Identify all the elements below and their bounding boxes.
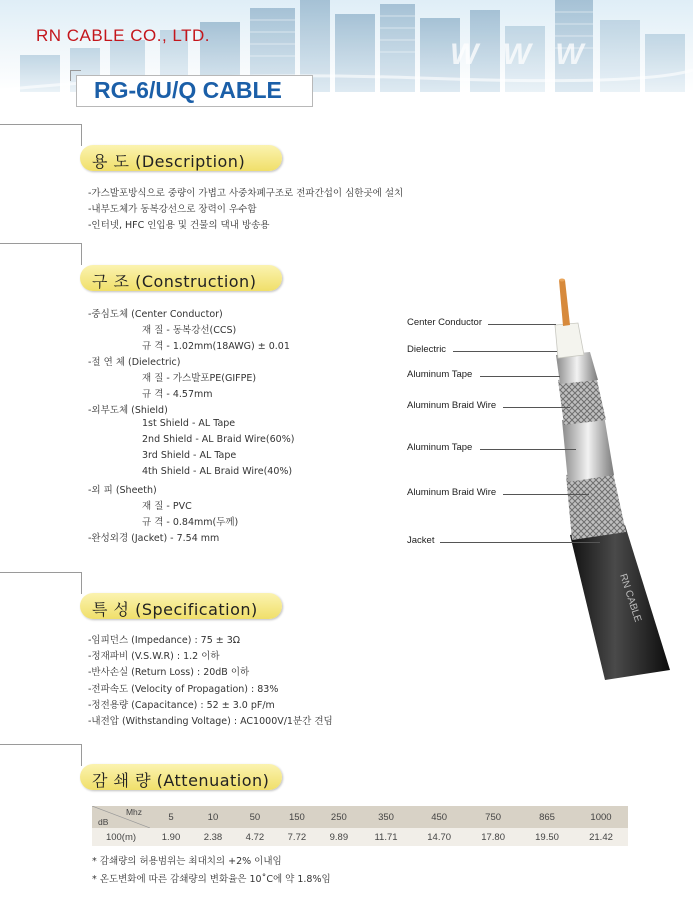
construction-line: 1st Shield - AL Tape	[142, 418, 236, 429]
label-dielectric: Dielectric	[407, 344, 447, 355]
attenuation-table	[92, 806, 628, 846]
section-rule-vertical	[81, 572, 82, 594]
corner-mhz: Mhz	[125, 807, 142, 817]
value-cell: 21.42	[574, 828, 628, 846]
specification-line: -정재파비 (V.S.W.R) : 1.2 이하	[88, 651, 220, 662]
frequency-cell: 450	[412, 806, 466, 828]
frequency-cell: 750	[466, 806, 520, 828]
leader-line	[480, 449, 576, 450]
corner-db: dB	[98, 817, 109, 827]
construction-line: -중심도체 (Center Conductor)	[88, 309, 223, 320]
specification-line: -임피던스 (Impedance) : 75 ± 3Ω	[88, 635, 241, 646]
label-aluminum-tape-1: Aluminum Tape	[407, 369, 473, 380]
construction-line: 4th Shield - AL Braid Wire(40%)	[142, 466, 293, 477]
construction-line: 규 격 - 1.02mm(18AWG) ± 0.01	[142, 341, 290, 352]
construction-heading: 구 조 (Construction)	[92, 272, 257, 291]
leader-line	[453, 351, 557, 352]
frequency-cell: 5	[150, 806, 192, 828]
section-rule	[0, 744, 82, 745]
table-corner-cell	[92, 806, 150, 828]
frequency-cell: 10	[192, 806, 234, 828]
jacket-print: RN CABLE	[617, 572, 644, 624]
frequency-cell: 150	[276, 806, 318, 828]
value-cell: 4.72	[234, 828, 276, 846]
specification-line: -정전용량 (Capacitance) : 52 ± 3.0 pF/m	[88, 700, 275, 711]
label-aluminum-braid-1: Aluminum Braid Wire	[407, 400, 497, 411]
construction-line: 2nd Shield - AL Braid Wire(60%)	[142, 434, 295, 445]
section-rule-vertical	[81, 243, 82, 265]
attenuation-note: * 감쇄량의 허용범위는 최대치의 +2% 이내임	[92, 856, 282, 867]
value-cell: 11.71	[360, 828, 412, 846]
construction-line: 3rd Shield - AL Tape	[142, 450, 237, 461]
description-line: -내부도체가 동복강선으로 장력이 우수함	[88, 204, 257, 215]
specification-heading: 특 성 (Specification)	[92, 600, 258, 619]
leader-line	[503, 494, 589, 495]
frequency-cell: 1000	[574, 806, 628, 828]
description-line: -인터넷, HFC 인입용 및 건물의 댁내 방송용	[88, 220, 270, 231]
label-center-conductor: Center Conductor	[407, 317, 482, 328]
frequency-cell: 50	[234, 806, 276, 828]
label-aluminum-tape-2: Aluminum Tape	[407, 442, 473, 453]
construction-line: -절 연 체 (Dielectric)	[88, 357, 181, 368]
value-cell: 1.90	[150, 828, 192, 846]
construction-line: 재 질 - PVC	[142, 501, 192, 512]
description-line: -가스발포방식으로 중량이 가볍고 사중차폐구조로 전파간섭이 심한곳에 설치	[88, 188, 404, 199]
section-rule-vertical	[81, 744, 82, 766]
leader-line	[480, 376, 560, 377]
value-cell: 9.89	[318, 828, 360, 846]
table-header-row	[92, 806, 628, 828]
leader-line	[440, 542, 600, 543]
section-rule	[0, 243, 82, 244]
label-aluminum-braid-2: Aluminum Braid Wire	[407, 487, 497, 498]
value-cell: 7.72	[276, 828, 318, 846]
description-heading: 용 도 (Description)	[92, 152, 246, 171]
company-name: RN CABLE CO., LTD.	[36, 26, 210, 45]
label-jacket: Jacket	[407, 535, 435, 546]
specification-line: -전파속도 (Velocity of Propagation) : 83%	[88, 684, 279, 695]
specification-line: -내전압 (Withstanding Voltage) : AC1000V/1분간 견딤	[88, 716, 333, 727]
value-cell: 2.38	[192, 828, 234, 846]
row-label-cell: 100(m)	[92, 828, 150, 846]
construction-line: 재 질 - 동복강선(CCS)	[142, 325, 237, 336]
value-cell: 19.50	[520, 828, 574, 846]
construction-line: 규 격 - 0.84mm(두께)	[142, 517, 239, 528]
leader-line	[503, 407, 570, 408]
frequency-cell: 350	[360, 806, 412, 828]
frequency-cell: 865	[520, 806, 574, 828]
leader-line	[488, 324, 556, 325]
attenuation-note: * 온도변화에 따른 감쇄량의 변화율은 10˚C에 약 1.8%임	[92, 874, 331, 885]
cable-cross-section-image	[530, 270, 680, 690]
value-cell: 14.70	[412, 828, 466, 846]
frequency-cell: 250	[318, 806, 360, 828]
section-rule-vertical	[81, 124, 82, 146]
specification-line: -반사손실 (Return Loss) : 20dB 이하	[88, 667, 250, 678]
section-rule	[0, 572, 82, 573]
value-cell: 17.80	[466, 828, 520, 846]
construction-line: 재 질 - 가스발포PE(GIFPE)	[142, 373, 257, 384]
construction-line: -외 피 (Sheeth)	[88, 485, 157, 496]
www-watermark: W W W	[450, 38, 592, 71]
section-rule	[0, 124, 82, 125]
table-row	[92, 828, 628, 846]
construction-line: -외부도체 (Shield)	[88, 405, 168, 416]
page-title: RG-6/U/Q CABLE	[94, 77, 282, 103]
construction-line: 규 격 - 4.57mm	[142, 389, 213, 400]
attenuation-heading: 감 쇄 량 (Attenuation)	[92, 771, 270, 790]
construction-line: -완성외경 (Jacket) - 7.54 mm	[88, 533, 220, 544]
